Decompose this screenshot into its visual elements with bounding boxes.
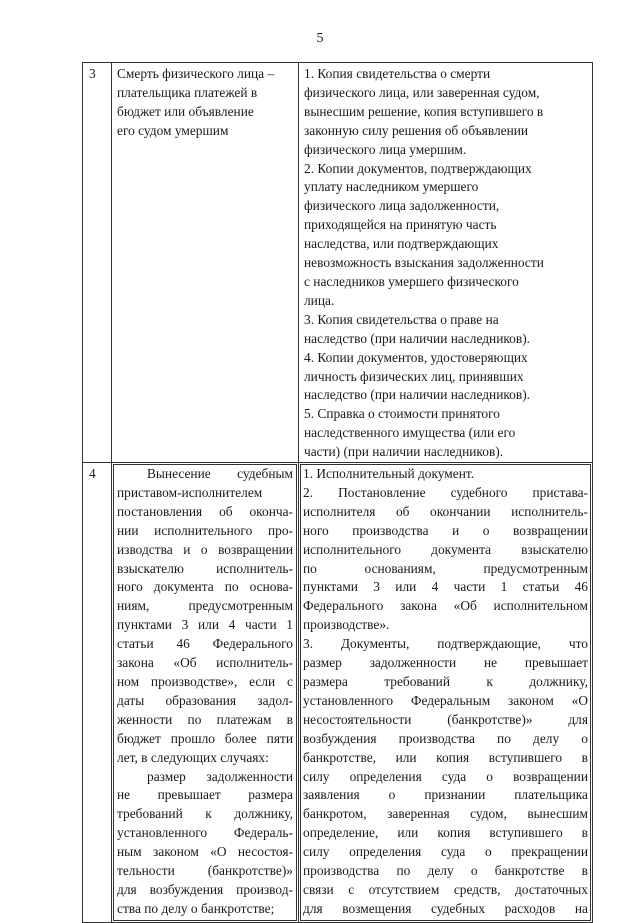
documents-cell [299, 63, 593, 463]
event-line: закона «Об исполнитель- [117, 655, 293, 671]
event-line: ным законом «О несостоя- [117, 844, 293, 860]
event-line: изводства и о возвращении [117, 541, 293, 557]
doc-line: по основаниям, предусмотренным [303, 560, 588, 576]
event-line: требований к должнику, [117, 806, 293, 822]
event-line: постановления об оконча- [117, 503, 293, 519]
documents-cell [299, 463, 593, 923]
doc-line: 2. Копии документов, подтверждающих [304, 160, 532, 176]
event-line: лет, в следующих случаях: [117, 749, 269, 765]
doc-line: определение, или копия вступившего в [303, 825, 588, 841]
event-cell [112, 463, 299, 923]
doc-line: банкротом, заверенная судом, вынесшим [303, 806, 588, 822]
event-cell-frame [113, 464, 297, 921]
doc-line: банкротстве, или копия вступившего в [303, 749, 588, 765]
event-line: бюджет или объявление [117, 103, 254, 119]
event-line: ного документа по основа- [117, 579, 293, 595]
table-row-4 [83, 463, 593, 923]
doc-line: 4. Копии документов, удостоверяющих [304, 349, 528, 365]
event-line: приставом-исполнителем [117, 484, 263, 500]
event-line: Смерть физического лица – [117, 66, 275, 81]
doc-line: силу определения суда о возвращении [303, 768, 588, 784]
documents-cell-frame [300, 464, 591, 921]
doc-line: 1. Исполнительный документ. [303, 466, 475, 482]
event-line: тельности (банкротстве)» [117, 863, 293, 879]
doc-line: части) (при наличии наследников). [304, 444, 504, 460]
doc-line: размер задолженности не превышает [303, 655, 588, 671]
doc-line: физического лица, или заверенная судом, [304, 84, 540, 100]
doc-line: связи с отсутствием средств, достаточных [303, 881, 588, 897]
doc-line: вынесшим решение, копия вступившего в [304, 103, 544, 119]
doc-line: пунктами 3 или 4 части 1 статьи 46 [303, 579, 588, 595]
document-table [82, 62, 593, 923]
doc-line: ного производства и о возвращении [303, 522, 588, 538]
doc-line: физического лица умершим. [304, 141, 467, 157]
event-cell [112, 63, 299, 463]
doc-line: размера требований к должнику, [303, 674, 588, 689]
doc-line: лица. [304, 292, 335, 308]
event-line: размер задолженности [147, 768, 293, 784]
event-line: женности по платежам в [117, 711, 293, 727]
doc-line: исполнительного документа взыскателю [303, 541, 588, 557]
event-line: для возбуждения производ- [117, 881, 293, 897]
event-line: взыскателю исполнитель- [117, 560, 293, 576]
row-number: 3 [89, 66, 96, 81]
row-number-cell [83, 63, 112, 463]
doc-line: уплату наследником умершего [304, 179, 479, 195]
event-line: установленного Федераль- [117, 825, 293, 841]
row-number: 4 [89, 466, 96, 482]
table-row-3 [83, 63, 593, 463]
event-line: пунктами 3 или 4 части 1 [117, 617, 293, 633]
doc-line: производстве». [303, 617, 390, 633]
doc-line: с наследников умершего физического [304, 273, 519, 289]
event-line: ном производстве», если с [117, 674, 293, 689]
event-line: даты образования задол- [117, 692, 293, 708]
doc-line: исполнителя об окончании исполнитель- [303, 503, 588, 519]
doc-line: наследство (при наличии наследников). [304, 330, 531, 346]
page-number: 5 [316, 31, 324, 46]
doc-line: производства по делу о банкротстве в [303, 863, 588, 879]
doc-line: законную силу решения об объявлении [304, 122, 529, 138]
doc-line: физического лица задолженности, [304, 198, 500, 214]
doc-line: силу определения суда о прекращении [303, 844, 588, 860]
event-line: не превышает размера [117, 787, 293, 803]
doc-line: наследственного имущества (или его [304, 425, 516, 441]
doc-line: личность физических лиц, принявших [304, 368, 524, 384]
doc-line: 2. Постановление судебного пристава- [303, 484, 588, 500]
doc-line: 3. Копия свидетельства о праве на [304, 311, 499, 327]
doc-line: наследства, или подтверждающих [304, 236, 499, 252]
doc-line: наследство (при наличии наследников). [304, 387, 531, 403]
doc-line: несостоятельности (банкротстве)» для [303, 711, 588, 727]
doc-line: Федерального закона «Об исполнительном [303, 598, 588, 614]
row-number-cell [83, 463, 112, 923]
event-line: Вынесение судебным [147, 466, 293, 482]
doc-line: заявления о признании плательщика [303, 787, 588, 803]
doc-line: 5. Справка о стоимости принятого [304, 406, 500, 422]
doc-line: 1. Копия свидетельства о смерти [304, 66, 491, 81]
event-line: бюджет прошло более пяти [117, 730, 293, 746]
event-line: плательщика платежей в [117, 84, 258, 100]
event-line: его судом умершим [117, 122, 229, 138]
event-line: нии исполнительного про- [117, 522, 293, 538]
event-line: ниям, предусмотренным [117, 598, 293, 614]
event-line: ства по делу о банкротстве; [117, 900, 275, 916]
doc-line: приходящейся на принятую часть [304, 217, 497, 233]
doc-line: возбуждения производства по делу о [303, 730, 588, 746]
event-line: статьи 46 Федерального [117, 636, 293, 652]
doc-line: невозможность взыскания задолженности [304, 255, 544, 271]
doc-line: установленного Федеральным законом «О [303, 692, 588, 708]
doc-line: 3. Документы, подтверждающие, что [303, 636, 588, 652]
doc-line: для возмещения судебных расходов на [303, 900, 588, 916]
